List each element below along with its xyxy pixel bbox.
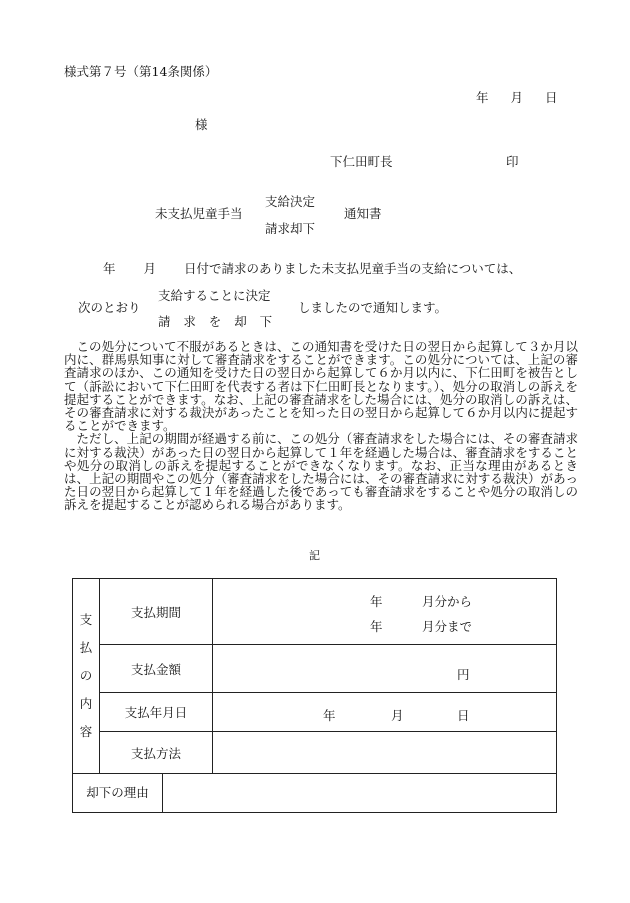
vertical-char: の: [79, 668, 93, 683]
issue-date: [476, 92, 558, 105]
payment-content-label: [73, 579, 100, 774]
title-left: 未支払児童手当: [155, 206, 243, 221]
period-to-year: 年: [370, 619, 383, 634]
payment-method-label: 支払方法: [100, 732, 213, 774]
table-row-method: [73, 732, 557, 774]
intro-line2-right: しましたので通知します。: [298, 300, 448, 315]
addressee-suffix: 様: [195, 117, 208, 132]
appeal-notice: [64, 340, 578, 512]
intro-line: [103, 263, 521, 276]
payment-details-table: [72, 578, 557, 813]
appeal-paragraph-2: ただし、上記の期間が経過する前に、この処分（審査請求をした場合には、その審査請求に対する裁決）があった日の翌日から起算して１年を経過した場合は、審査請求をすることや処分の取消しの訴えを提起することができなくなります。なお、正当な理由があるときは、上記の期間やこの処分（審査請求をした場合には、その審査請求に対する裁決）があった日の翌日から起算して１年を経過した後であっても審査請求をすることや処分の取消しの訴えを提起することが認められる場合があります。: [64, 431, 578, 513]
payment-date-label: 支払年月日: [100, 693, 213, 732]
table-row-amount: [73, 645, 557, 693]
issue-date-month: 月: [510, 90, 524, 105]
rejection-reason-cell: [73, 774, 557, 813]
period-from-year: 年: [370, 594, 383, 609]
period-label: 支払期間: [100, 579, 213, 645]
intro-option-reject: 請 求 を 却 下: [158, 314, 273, 329]
payment-date-value: [213, 693, 557, 732]
seal-mark: 印: [506, 154, 519, 169]
vertical-char: 支: [79, 612, 93, 627]
title-option-approve: 支給決定: [265, 194, 316, 209]
intro-year: 年: [103, 261, 116, 276]
vertical-char: 容: [79, 724, 93, 739]
rejection-reason-value: [163, 774, 556, 812]
period-value: [213, 579, 557, 645]
amount-label: 支払金額: [100, 645, 213, 693]
intro-text: 日付で請求のありました未支払児童手当の支給については、: [184, 261, 522, 276]
amount-unit: 円: [457, 667, 470, 682]
issue-date-year: 年: [476, 90, 489, 105]
vertical-char: 払: [79, 640, 93, 655]
intro-line2-left: 次のとおり: [78, 300, 141, 315]
amount-value: [213, 645, 557, 693]
form-number: 様式第７号（第14条関係）: [64, 64, 218, 79]
period-to-month: 月分まで: [422, 619, 473, 634]
table-row-date: [73, 693, 557, 732]
table-row-period: [73, 579, 557, 645]
period-from-month: 月分から: [422, 594, 473, 609]
sender-name: 下仁田町長: [330, 154, 393, 169]
payment-date-year: 年: [323, 708, 336, 723]
payment-date-month: 月: [391, 708, 404, 723]
table-row-reason: [73, 774, 557, 813]
appeal-paragraph-1: この処分について不服があるときは、この通知書を受けた日の翌日から起算して３か月以内に、群馬県知事に対して審査請求をすることができます。この処分については、上記の審査請求のほか、この通知を受けた日の翌日から起算して６か月以内に、下仁田町を被告として（訴訟において下仁田町を代表する者は下仁田町長となります。）、処分の取消しの訴えを提起することができます。なお、上記の審査請求をした場合には、処分の取消しの訴えは、その審査請求に対する裁決があったことを知った日の翌日から起算して６か月以内に提起することができます。: [64, 339, 578, 434]
payment-date-day: 日: [457, 708, 470, 723]
intro-option-approve: 支給することに決定: [158, 288, 271, 303]
vertical-char: 内: [79, 696, 93, 711]
ki-mark: 記: [309, 549, 320, 562]
title-option-reject: 請求却下: [265, 221, 316, 236]
rejection-reason-label: 却下の理由: [73, 774, 163, 812]
issue-date-day: 日: [545, 90, 558, 105]
payment-method-value: [213, 732, 557, 774]
title-right: 通知書: [344, 206, 382, 221]
intro-month: 月: [143, 261, 157, 276]
